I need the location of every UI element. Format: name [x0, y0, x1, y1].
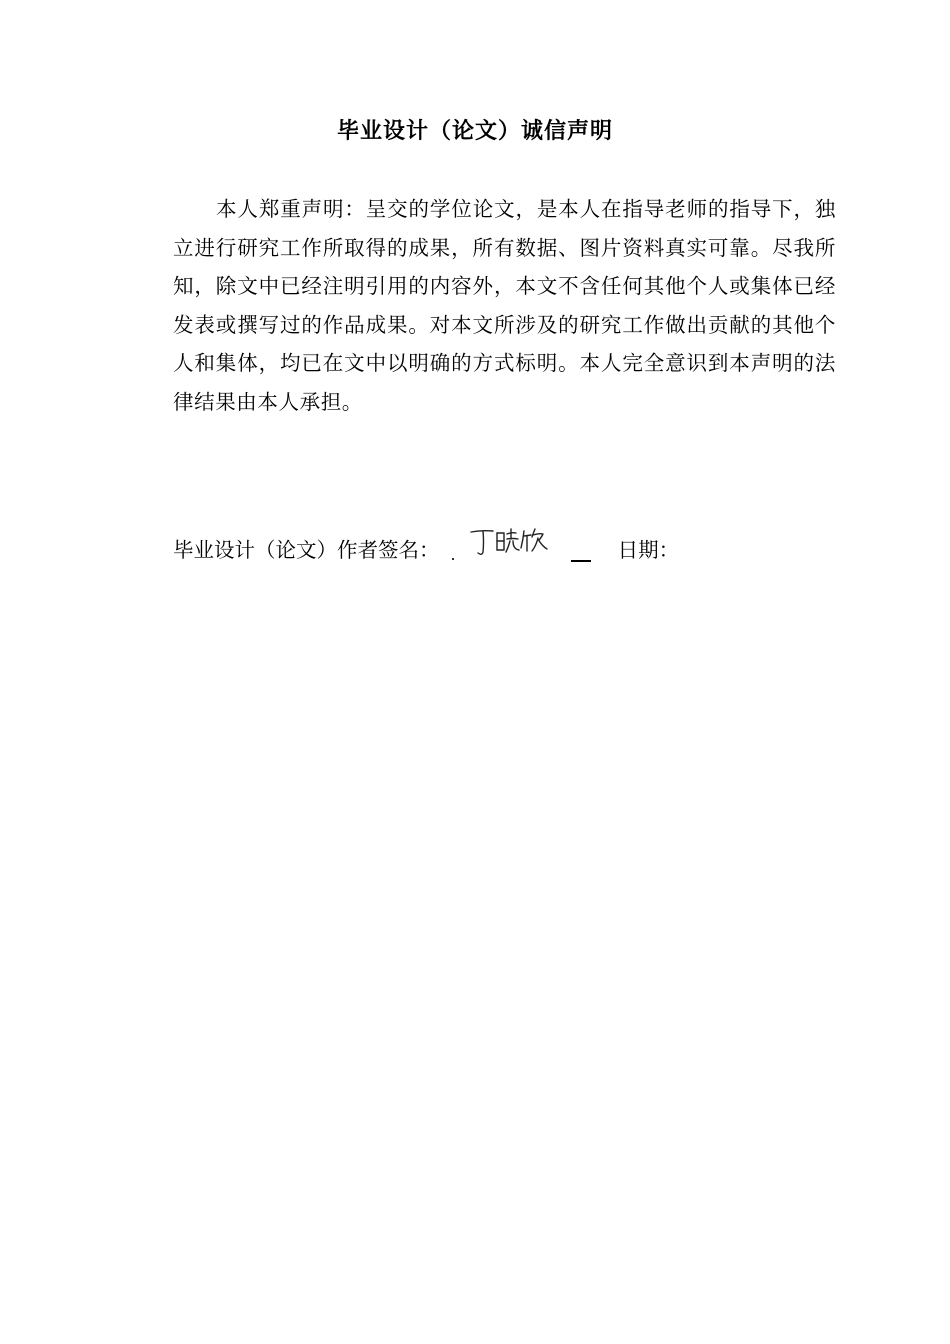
- signature-label: 毕业设计（论文）作者签名：: [173, 537, 440, 562]
- signature-line: [173, 528, 853, 568]
- date-label: 日期：: [617, 537, 680, 562]
- signature-underline: [571, 558, 591, 562]
- signature-dot: [452, 558, 456, 562]
- declaration-body: 本人郑重声明：呈交的学位论文，是本人在指导老师的指导下，独立进行研究工作所取得的成果，所有数据、图片资料真实可靠。尽我所知，除文中已经注明引用的内容外，本文不含任何其他个人或集体已经发表或撰写过的作品成果。对本文所涉及的研究工作做出贡献的其他个人和集体，均已在文中以明确的方式标明。本人完全意识到本声明的法律结果由本人承担。: [173, 197, 836, 414]
- handwritten-signature: [469, 524, 553, 564]
- page-title: 毕业设计（论文）诚信声明: [336, 119, 613, 144]
- handwritten-signature-drawing: [469, 524, 553, 564]
